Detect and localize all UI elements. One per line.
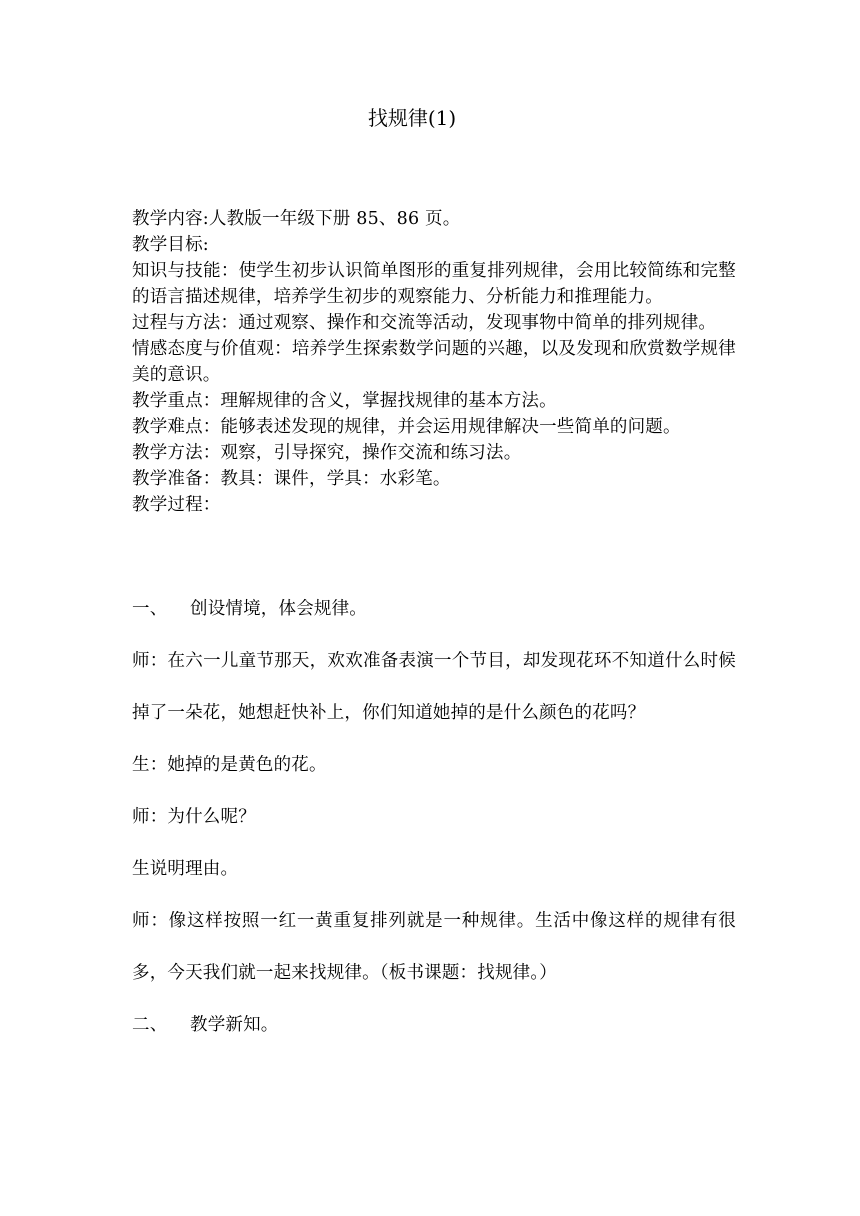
section-heading-1 bbox=[132, 596, 736, 622]
section-number-2: 二、 bbox=[132, 1015, 168, 1035]
dialogue-teacher-1: 师：在六一儿童节那天，欢欢准备表演一个节目，却发现花环不知道什么时候掉了一朵花，她想赶快补上，你们知道她掉的是什么颜色的花吗？ bbox=[132, 651, 736, 723]
section-number-1: 一、 bbox=[132, 599, 168, 619]
objective-knowledge-skills: 知识与技能：使学生初步认识简单图形的重复排列规律，会用比较简练和完整的语言描述规律，培养学生初步的观察能力、分析能力和推理能力。 bbox=[132, 261, 736, 307]
section-heading-2 bbox=[132, 1012, 736, 1038]
dialogue-student-1: 生：她掉的是黄色的花。 bbox=[132, 755, 327, 775]
teaching-preparation: 教学准备：教具：课件，学具：水彩笔。 bbox=[132, 469, 451, 489]
teaching-process-label: 教学过程： bbox=[132, 495, 221, 515]
teaching-difficulty: 教学难点：能够表述发现的规律，并会运用规律解决一些简单的问题。 bbox=[132, 417, 681, 437]
lesson-process bbox=[132, 596, 736, 1064]
teaching-content: 教学内容:人教版一年级下册 85、86 页。 bbox=[132, 209, 461, 229]
teaching-methods: 教学方法：观察，引导探究，操作交流和练习法。 bbox=[132, 443, 522, 463]
section-title-1: 创设情境，体会规律。 bbox=[190, 599, 367, 619]
teaching-key-point: 教学重点：理解规律的含义，掌握找规律的基本方法。 bbox=[132, 391, 557, 411]
lesson-plan-intro bbox=[132, 206, 736, 518]
document-title: 找规律(1) bbox=[367, 106, 457, 130]
dialogue-student-2: 生说明理由。 bbox=[132, 859, 239, 879]
dialogue-teacher-3: 师：像这样按照一红一黄重复排列就是一种规律。生活中像这样的规律有很多，今天我们就一起来找规律。（板书课题：找规律。） bbox=[132, 911, 736, 983]
dialogue-teacher-2: 师：为什么呢？ bbox=[132, 807, 256, 827]
teaching-objectives-label: 教学目标: bbox=[132, 235, 209, 255]
section-title-2: 教学新知。 bbox=[190, 1015, 279, 1035]
objective-process-methods: 过程与方法：通过观察、操作和交流等活动，发现事物中简单的排列规律。 bbox=[132, 313, 717, 333]
objective-attitude-values: 情感态度与价值观：培养学生探索数学问题的兴趣，以及发现和欣赏数学规律美的意识。 bbox=[132, 339, 736, 385]
